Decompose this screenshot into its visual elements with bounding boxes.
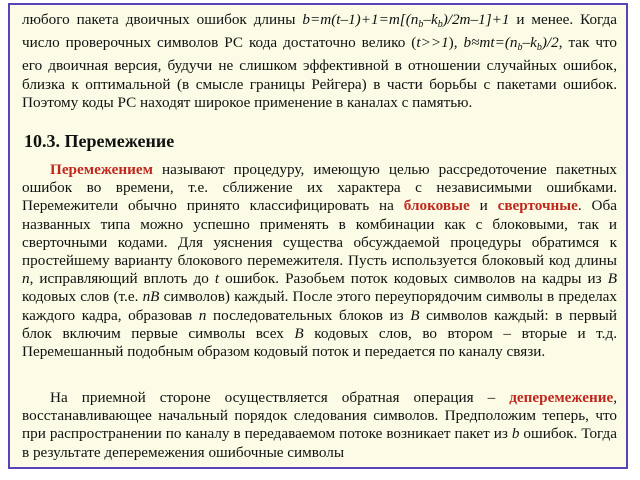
formula-burst-length: $b=m(t-1)+1=m[(n_b-k_b)/2m-1]+1$ [302,11,510,30]
var-B: B [607,270,617,288]
var-n: n [198,306,207,324]
var-b: b [511,425,520,443]
var-t: t [214,270,220,288]
var-B: B [294,324,304,342]
section-heading: 10.3. Перемежение [24,131,175,151]
intro-text-b: и менее. Когда число проверочных символов РС кода достаточно велико ( [22,11,617,52]
var-nB: nB [142,288,160,306]
interleaving-paragraph: Перемежением называют процедуру, имеющую целью рассредоточение пакетных ошибок во времени, т.е. сближение их характера с независимыми ошибками. Перемежители обычно принято классифицировать на блоковые и сверточные. Оба названных типа можно успешно применять в комбинации как с блоковыми, так и сверточными кодами. Для уяснения существа обсуждаемой процедуры обратимся к простейшему варианту блокового перемежителя. Пусть используется блоковый код длины n, исправляющий вплоть до t ошибок. Разобьем поток кодовых символов на кадры из B кодовых слов (т.е. nB символов) каждый. После этого переупорядочим символы в пределах каждого кадра, образовав n последовательных блоков из B символов каждый: в первый блок включим первые символы всех B кодовых слов, во втором – вторые и т.д. Перемешанный подобным образом кодовый поток и передается по каналу связи. [22,161,617,361]
term-block: блоковые [403,197,470,215]
intro-text-d: , так что его двоичная версия, будучи не слишком эффективной в отношении случайных ошибок, близка к оптимальной (в смысле границы Рейгера) в части борьбы с пакетами ошибок. Поэтому коды РС находят широкое применение в каналах с памятью. [22,34,617,111]
var-B: B [410,306,420,324]
term-interleaving: Перемежением [50,161,153,178]
intro-text-c: ), [448,34,464,52]
term-deinterleaving: деперемежение [509,389,614,406]
intro-text-a: любого пакета двоичных ошибок длины [22,11,303,28]
slide-frame [8,3,628,469]
var-n: n [22,270,30,288]
intro-paragraph [22,11,617,112]
formula-approx: $b\approx mt=(n_b-k_b)/2$ [463,34,559,54]
term-convolutional: сверточные [497,197,578,215]
condition-t: t>>1 [416,34,449,52]
deinterleaving-paragraph: На приемной стороне осуществляется обратная операция – деперемежение, восстанавливающее начальный порядок следования символов. Предположим теперь, что при распространении по каналу в передаваемом потоке возникает пакет из b ошибок. Тогда в результате деперемежения ошибочные символы [22,389,617,461]
